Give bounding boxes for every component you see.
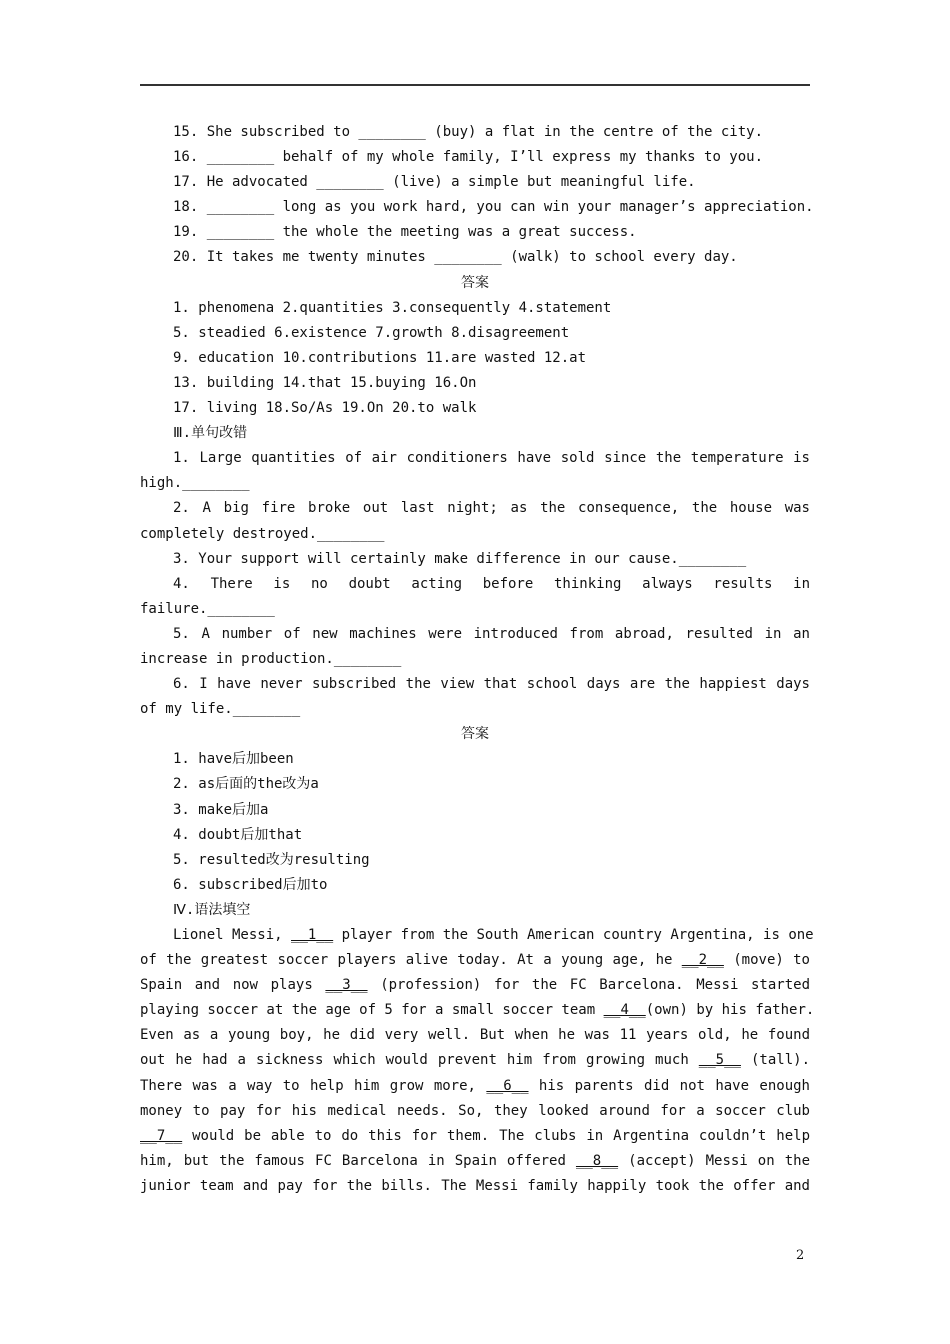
document-body <box>140 120 815 1199</box>
correction-q2: 2. A big fire broke out last night; as the consequence, the house was <box>173 500 810 517</box>
passage-text: (accept) Messi on the <box>618 1152 810 1169</box>
header-rule <box>140 84 810 86</box>
question-15: 15. She subscribed to ________ (buy) a flat in the centre of the city. <box>173 124 764 140</box>
question-19: 19. ________ the whole the meeting was a great success. <box>173 224 637 241</box>
correction-q6-cont: of my life.________ <box>140 701 301 718</box>
correction-q4: 4. There is no doubt acting before thinking always results in <box>173 575 810 592</box>
passage-text: would be able to do this for them. The clubs in Argentina couldn’t help <box>182 1127 810 1144</box>
answer-line: 13. building 14.that 15.buying 16.On <box>173 374 477 391</box>
blank-8: __8__ <box>575 1152 619 1169</box>
passage-text: him, but the famous FC Barcelona in Spain offered <box>140 1152 576 1169</box>
correction-q5: 5. A number of new machines were introduced from abroad, resulted in an <box>173 625 810 642</box>
passage-text: player from the South American country Argentina, is one <box>333 927 814 943</box>
passage-text: There was a way to help him grow more, <box>140 1077 487 1094</box>
answer-line: 4. doubt后加that <box>173 826 303 843</box>
answer-line: 2. as后面的the改为a <box>173 776 319 793</box>
answer-line: 1. have后加been <box>173 751 294 768</box>
passage-text: his parents did not have enough <box>528 1077 810 1094</box>
blank-6: __6__ <box>486 1077 529 1094</box>
page-number: 2 <box>796 1248 805 1263</box>
passage-text: (own) by his father. <box>645 1002 815 1019</box>
passage-line <box>140 1124 810 1149</box>
passage-text: of the greatest soccer players alive today. At a young age, he <box>140 952 682 969</box>
answer-line: 6. subscribed后加to <box>173 876 328 893</box>
passage-line <box>140 948 810 973</box>
passage-text: Lionel Messi, <box>173 927 292 943</box>
passage-line <box>140 998 815 1023</box>
correction-q2-cont: completely destroyed.________ <box>140 525 385 542</box>
answer-line: 5. resulted改为resulting <box>173 851 370 868</box>
passage-line: Even as a young boy, he did very well. But when he was 11 years old, he found <box>140 1027 810 1044</box>
passage-text: (move) to <box>723 952 810 969</box>
answer-line: 17. living 18.So/As 19.On 20.to walk <box>173 400 477 417</box>
passage-line <box>140 923 814 948</box>
correction-q1: 1. Large quantities of air conditioners have sold since the temperature is <box>173 450 810 467</box>
question-16: 16. ________ behalf of my whole family, I’ll express my thanks to you. <box>173 149 764 166</box>
passage-line: junior team and pay for the bills. The Messi family happily took the offer and <box>140 1177 810 1194</box>
passage-text: playing soccer at the age of 5 for a small soccer team <box>140 1002 604 1019</box>
answer-heading: 答案 <box>461 274 489 291</box>
passage-text: (profession) for the FC Barcelona. Messi started <box>367 977 811 994</box>
blank-7: __7__ <box>140 1127 183 1144</box>
question-18: 18. ________ long as you work hard, you can win your manager’s appreciation. <box>173 199 814 216</box>
blank-4: __4__ <box>603 1002 646 1019</box>
correction-q3: 3. Your support will certainly make difference in our cause.________ <box>173 550 747 567</box>
answer-heading: 答案 <box>461 726 489 743</box>
correction-q5-cont: increase in production.________ <box>140 650 402 667</box>
answer-line: 5. steadied 6.existence 7.growth 8.disagreement <box>173 324 570 341</box>
correction-q4-cont: failure.________ <box>140 600 275 617</box>
blank-5: __5__ <box>698 1052 741 1069</box>
blank-3: __3__ <box>325 977 368 994</box>
question-20: 20. It takes me twenty minutes ________ (walk) to school every day. <box>173 249 738 266</box>
passage-text: Spain and now plays <box>140 977 326 994</box>
passage-line <box>140 1048 810 1073</box>
answer-line: 1. phenomena 2.quantities 3.consequently 4.statement <box>173 299 612 316</box>
blank-2: __2__ <box>681 952 724 969</box>
passage-line <box>140 1074 810 1099</box>
passage-text: (tall). <box>740 1052 810 1069</box>
section-heading: Ⅲ.单句改错 <box>173 425 248 442</box>
correction-q1-cont: high.________ <box>140 475 250 492</box>
question-17: 17. He advocated ________ (live) a simple but meaningful life. <box>173 174 696 191</box>
section-heading: Ⅳ.语法填空 <box>173 901 251 918</box>
passage-line <box>140 973 810 998</box>
answer-line: 9. education 10.contributions 11.are wasted 12.at <box>173 349 587 366</box>
passage-line: money to pay for his medical needs. So, they looked around for a soccer club <box>140 1102 810 1119</box>
passage-line <box>140 1149 810 1174</box>
passage-text: out he had a sickness which would prevent him from growing much <box>140 1052 699 1069</box>
blank-1: __1__ <box>291 927 334 943</box>
correction-q6: 6. I have never subscribed the view that school days are the happiest days <box>173 676 810 693</box>
answer-line: 3. make后加a <box>173 801 269 818</box>
